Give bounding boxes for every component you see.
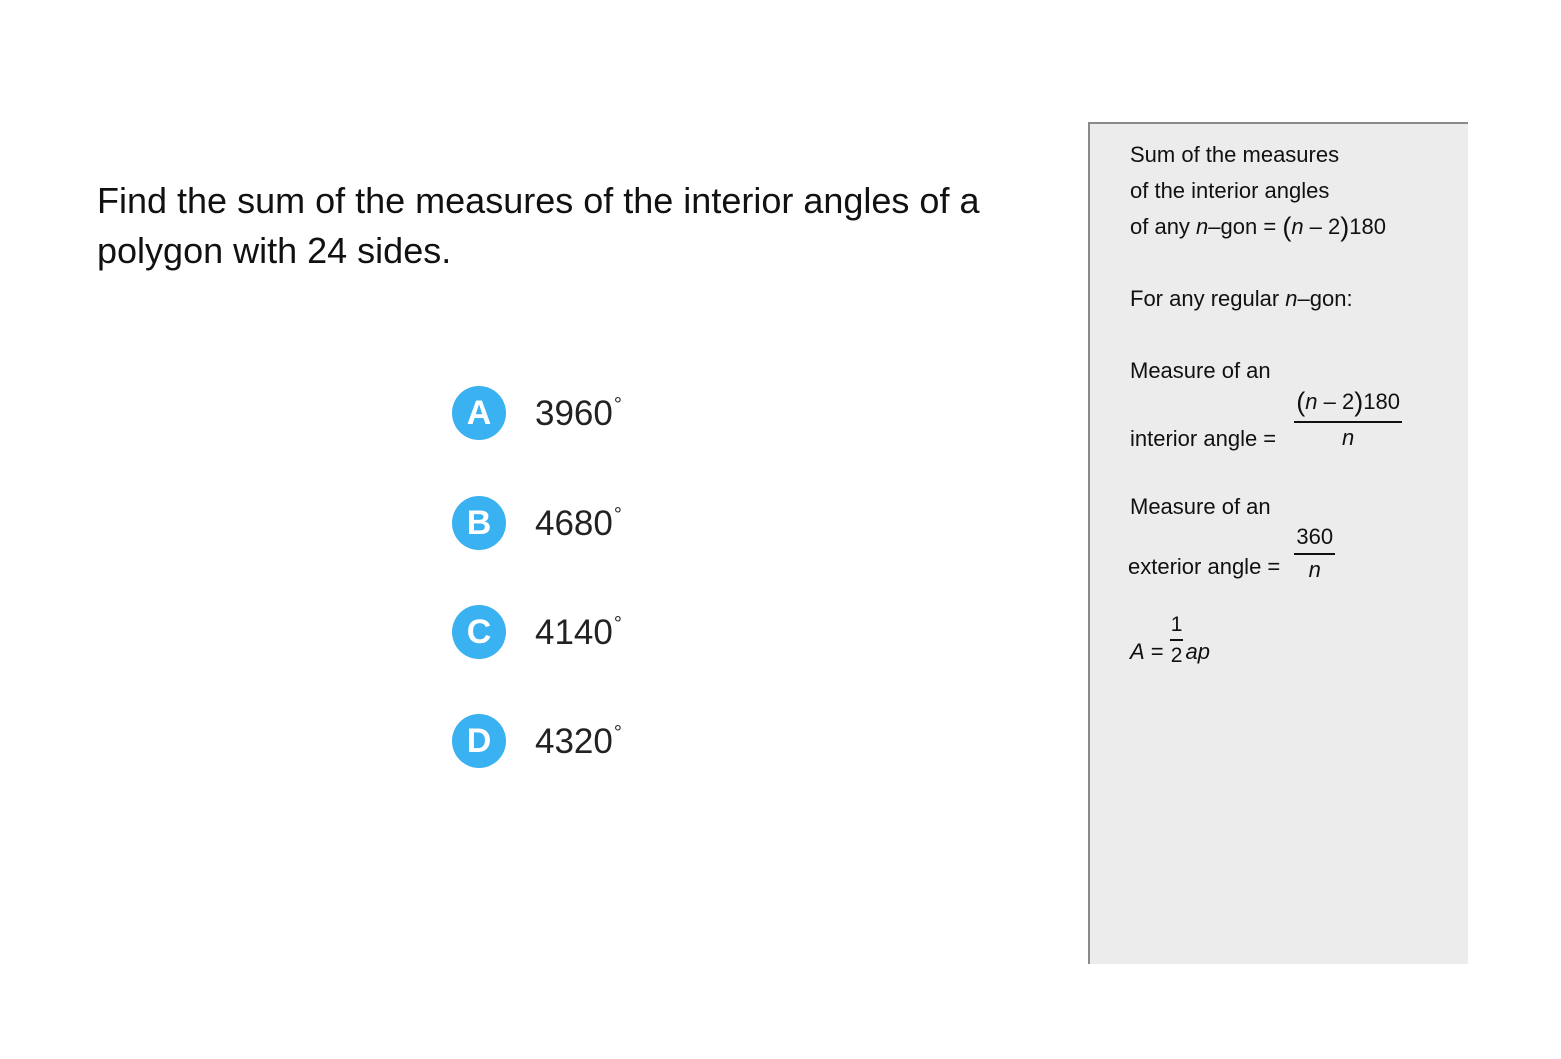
degree-symbol: ° <box>613 503 622 526</box>
exterior-fraction: $\frac{360}{n}$ <box>1296 524 1334 582</box>
choice-a-value: 3960° <box>535 393 622 433</box>
degree-symbol: ° <box>613 612 622 635</box>
exterior-angle-formula: exterior angle = $\frac{360}{n}$ <box>1128 524 1334 582</box>
interior-angle-line-1: Measure of an <box>1130 358 1271 383</box>
degree-symbol: ° <box>613 393 622 416</box>
choice-a[interactable] <box>452 386 622 440</box>
choice-b-value: 4680° <box>535 503 622 543</box>
sum-line-2: of the interior angles <box>1130 178 1330 203</box>
choice-c-value: 4140° <box>535 612 622 652</box>
exterior-angle-line-1: Measure of an <box>1130 494 1271 519</box>
interior-fraction: $\frac{(n - 2)180}{n}$ <box>1296 387 1400 450</box>
regular-ngon-heading: For any regular n–gon: <box>1130 286 1353 311</box>
choice-d[interactable] <box>452 714 622 768</box>
sum-line-1: Sum of the measures <box>1130 142 1340 167</box>
sum-formula: of any n–gon = (n – 2)180 <box>1130 212 1386 242</box>
area-formula: A = $\frac{1}{2}$ ap <box>1130 613 1210 667</box>
formula-reference-panel <box>1088 122 1468 964</box>
choice-c[interactable] <box>452 605 622 659</box>
interior-angle-formula: interior angle = $\frac{(n - 2)180}{n}$ <box>1130 387 1400 451</box>
choice-d-letter: D <box>452 714 506 768</box>
question-text: Find the sum of the measures of the interior angles of a polygon with 24 sides. <box>97 180 980 271</box>
half-fraction: $\frac{1}{2}$ <box>1170 613 1183 667</box>
choice-b-letter: B <box>452 496 506 550</box>
choice-d-value: 4320° <box>535 721 622 761</box>
choice-c-letter: C <box>452 605 506 659</box>
choice-a-letter: A <box>452 386 506 440</box>
degree-symbol: ° <box>613 721 622 744</box>
choice-b[interactable] <box>452 496 622 550</box>
